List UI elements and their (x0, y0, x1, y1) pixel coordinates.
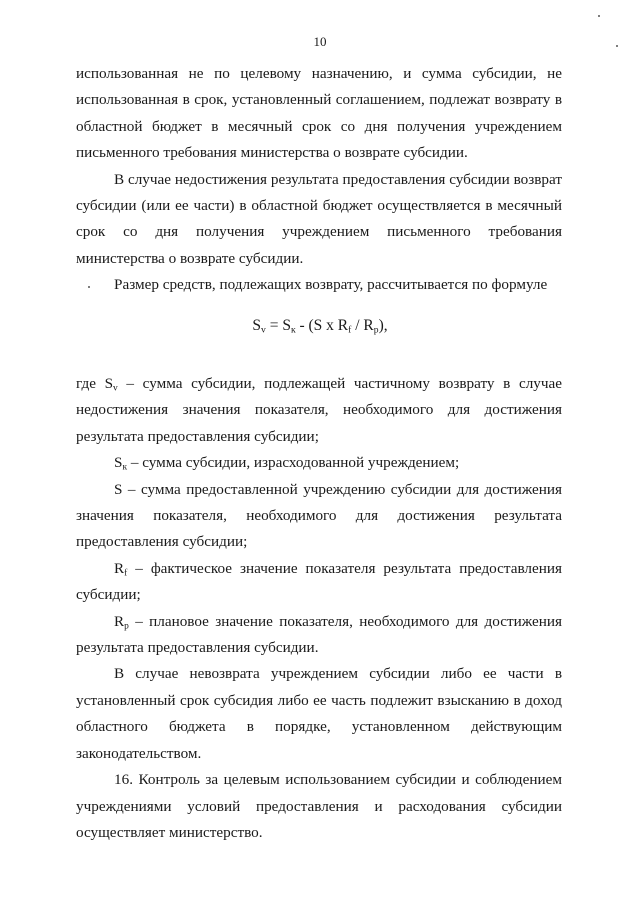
page-number: 10 (313, 34, 327, 49)
definition-sv: где $S_v$ – сумма субсидии, подлежащей частичному возврату в случае недостижения значения показателя, необходимого для достижения результата предоставления субсидии; (76, 375, 562, 445)
paragraph-return-unused: использованная не по целевому назначению, и сумма субсидии, не использованная в срок, установленный соглашением, подлежат возврату в областной бюджет в месячный срок со дня получения учреждением письменного требования министерства о возврате субсидии. (76, 65, 562, 162)
paragraph-result-not-achieved: В случае недостижения результата предоставления субсидии возврат субсидии (или ее части) в областной бюджет осуществляется в месячный срок со дня получения учреждением письменного требования министерства о возврате субсидии. (76, 170, 562, 267)
definitions-block (76, 371, 562, 846)
text-block-top (76, 61, 562, 299)
scan-speck (598, 15, 600, 17)
definition-s: S – сумма предоставленной учреждению субсидии для достижения значения показателя, необходимого для достижения результата предоставления субсидии; (76, 480, 562, 551)
paragraph-non-return: В случае невозврата учреждением субсидии либо ее части в установленный срок субсидия либо ее часть подлежит взысканию в доход областного бюджета в порядке, установленном действующим законодательством. (76, 665, 562, 762)
scan-speck (88, 286, 90, 288)
paragraph-formula-intro: Размер средств, подлежащих возврату, рассчитывается по формуле (114, 276, 548, 294)
definition-rp: $R_p$ – плановое значение показателя, необходимого для достижения результата предоставления субсидии. (76, 612, 562, 657)
scan-speck (616, 45, 618, 47)
definition-rf: $R_f$ – фактическое значение показателя результата предоставления субсидии; (76, 559, 562, 604)
definition-sk: $S_к$ – сумма субсидии, израсходованной учреждением; (114, 454, 460, 473)
paragraph-item-16: 16. Контроль за целевым использованием субсидии и соблюдением учреждениями условий предоставления и расходования субсидии осуществляет министерство. (76, 771, 562, 841)
formula: $S_v = S_к - (S$ x $R_f / R_p$), (252, 317, 388, 336)
